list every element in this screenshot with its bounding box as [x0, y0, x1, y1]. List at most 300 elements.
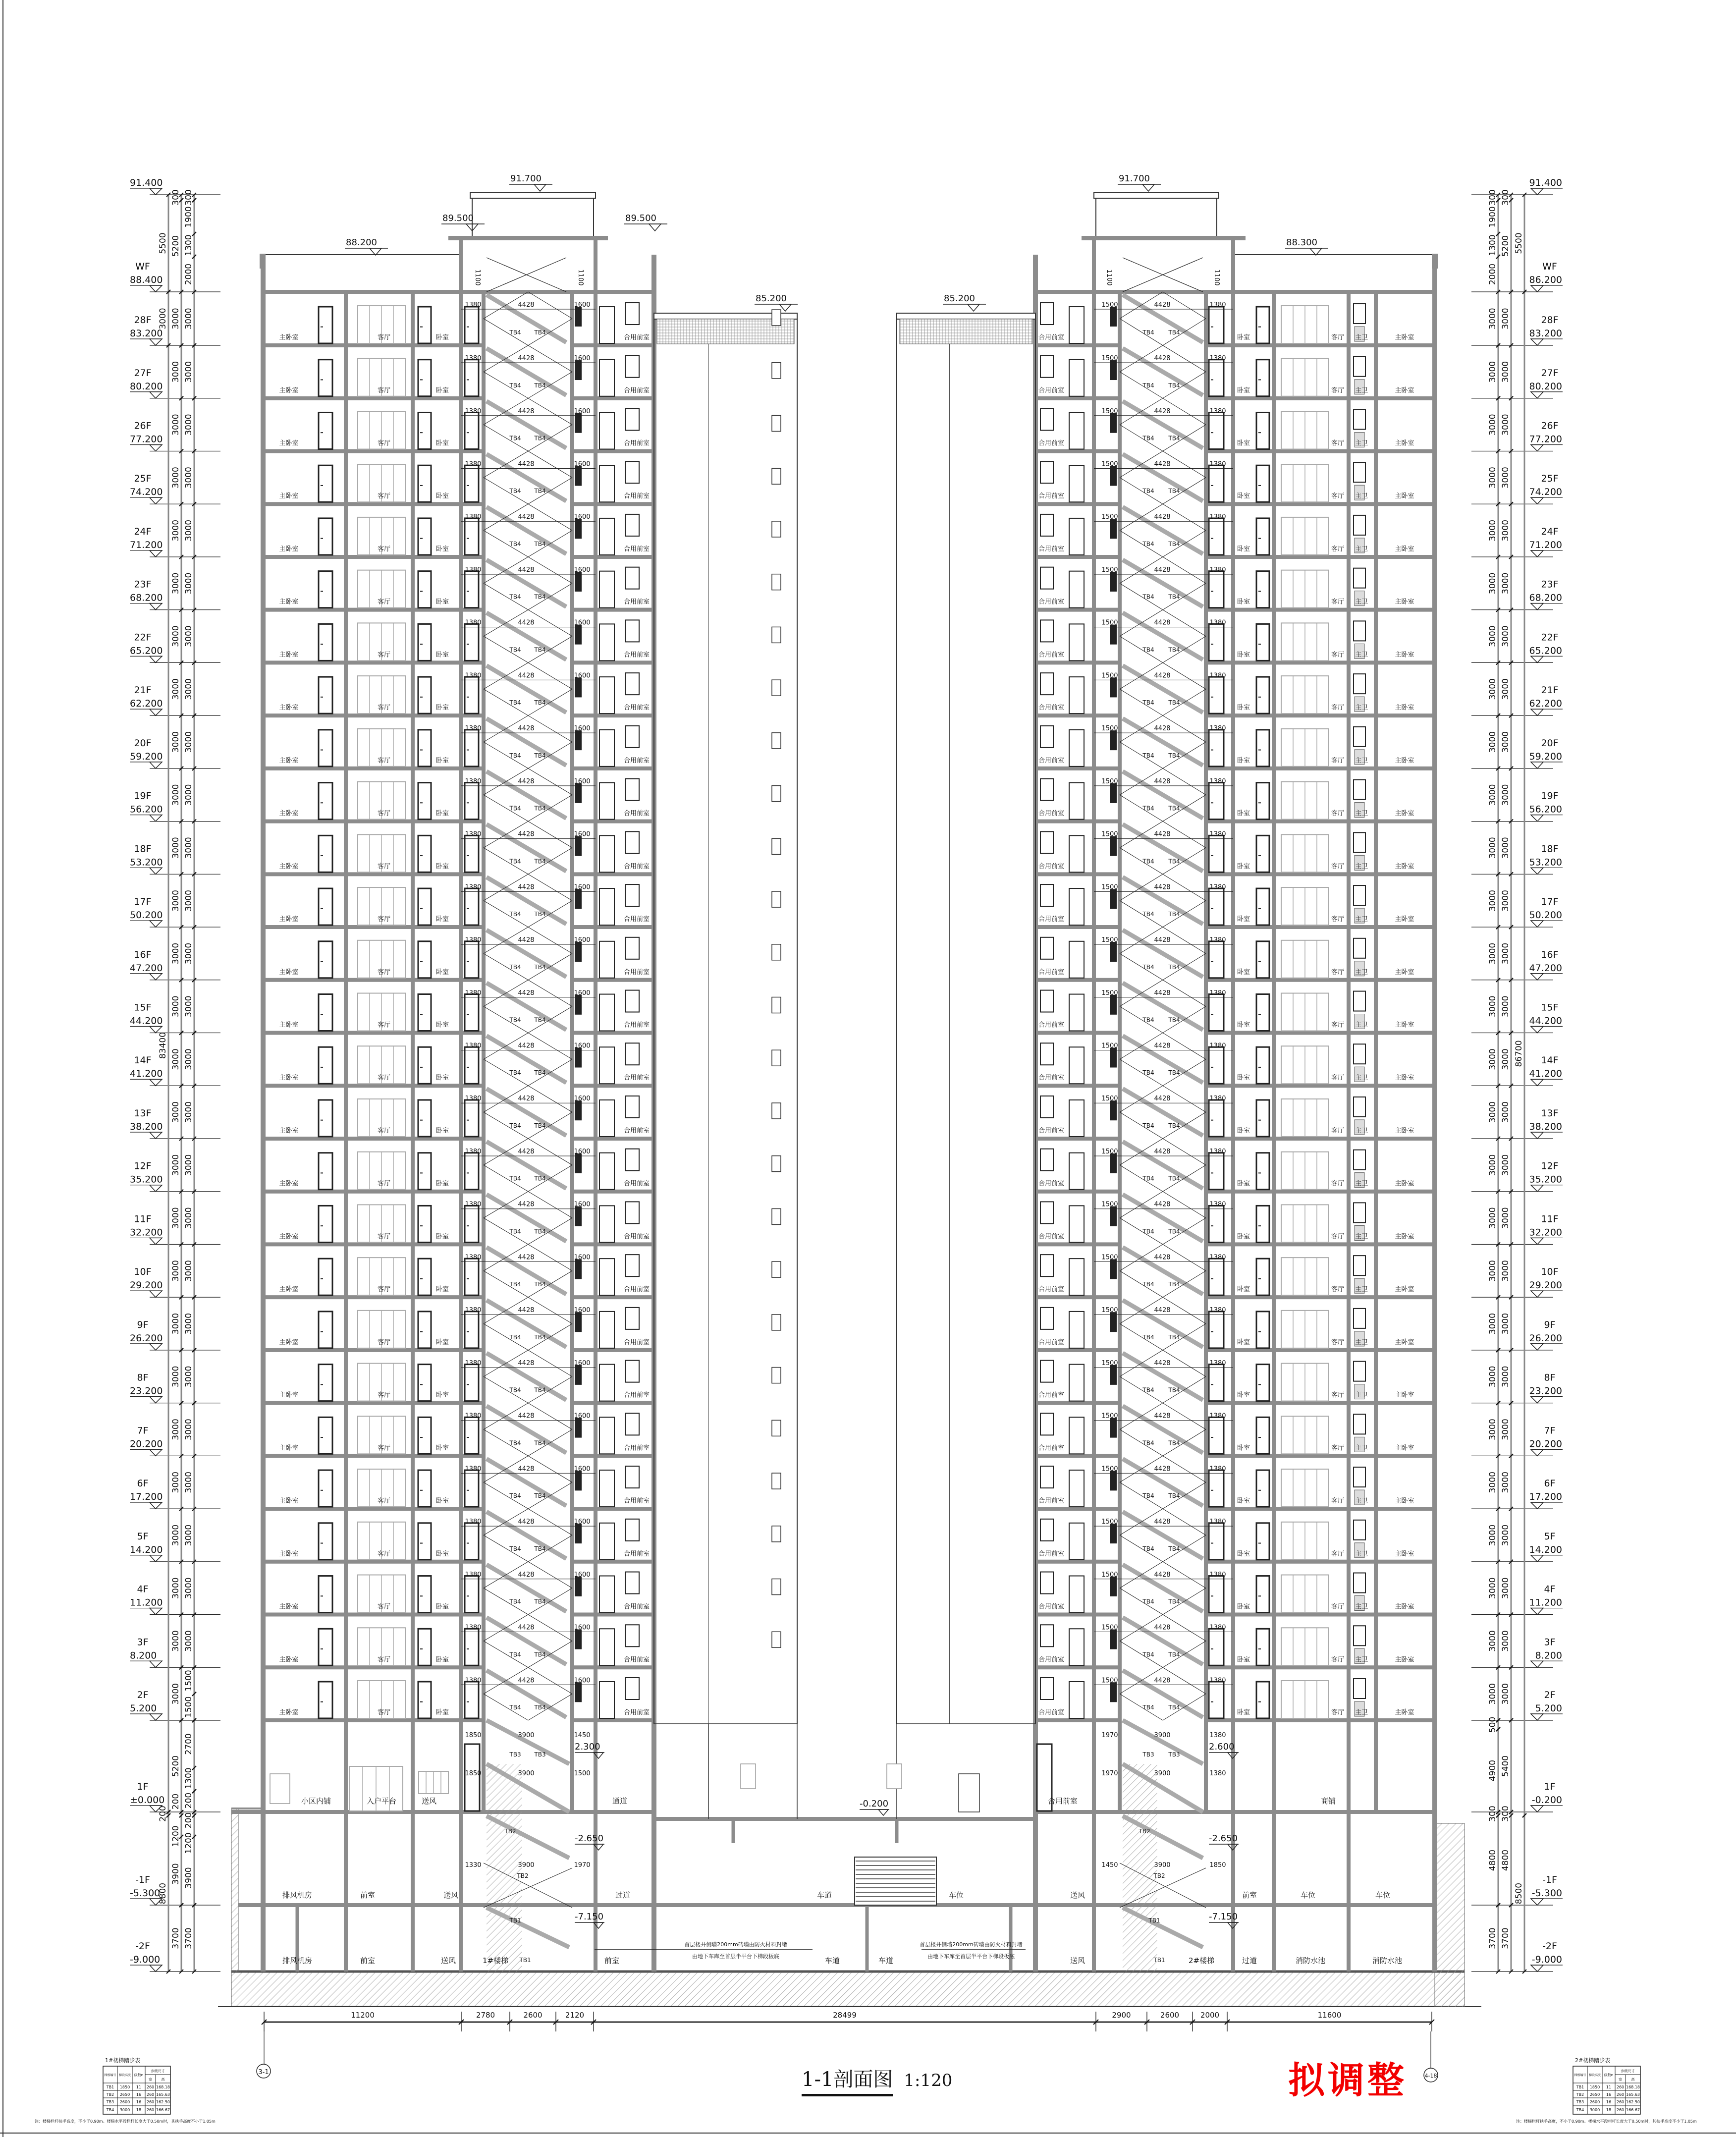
foundation-slab — [231, 1972, 1465, 2006]
room-label: 合用前室 — [1038, 493, 1065, 500]
door — [319, 518, 332, 555]
level-triangle — [1531, 1185, 1543, 1192]
door — [319, 412, 332, 449]
stair-landing-level: -2.650 — [575, 1833, 604, 1844]
table-cell: TB3 — [1576, 2100, 1584, 2104]
door — [418, 1629, 431, 1665]
stair-grille — [575, 519, 582, 539]
room-label: 主卧室 — [1395, 1603, 1414, 1611]
room-label: 客厅 — [1331, 1497, 1345, 1505]
stair-dim: 4428 — [1154, 1518, 1171, 1526]
axis-bubble-label: 4-18 — [1424, 2073, 1437, 2079]
level-triangle — [150, 1344, 162, 1350]
stair-rail — [1120, 478, 1163, 504]
door — [418, 1523, 431, 1560]
door — [1209, 1629, 1224, 1665]
stair-dim: 1600 — [574, 1465, 591, 1473]
stair-dim: 4428 — [1154, 830, 1171, 838]
stair-rail — [528, 1509, 572, 1535]
floor-name: 11F — [134, 1213, 152, 1225]
stair-dim: 1380 — [1209, 1148, 1226, 1155]
dimension-text: 3000 — [171, 731, 181, 753]
room-label: 卧室 — [1237, 1286, 1250, 1294]
floor-name: 9F — [1544, 1319, 1556, 1330]
stair-dim: 1380 — [1209, 936, 1226, 944]
door — [465, 1100, 479, 1137]
room-label: 客厅 — [1331, 1444, 1345, 1452]
stair-grille — [1110, 1471, 1117, 1490]
door — [465, 1523, 479, 1560]
dimension-text: 8500 — [1514, 1882, 1524, 1905]
door — [1256, 835, 1269, 872]
stair-grille — [1110, 1682, 1117, 1702]
door — [1256, 941, 1269, 978]
door — [465, 360, 479, 396]
window — [625, 990, 639, 1012]
stair-dim: 1380 — [1209, 1412, 1226, 1420]
level-elevation: 68.200 — [1529, 592, 1562, 603]
table-cell: 260 — [1616, 2085, 1625, 2089]
room-label: 客厅 — [377, 1656, 391, 1664]
stair-rail — [484, 1694, 528, 1720]
stair-dim: 1450 — [574, 1732, 591, 1739]
door — [1256, 571, 1269, 608]
room-label: 合用前室 — [623, 1233, 650, 1241]
arched-window — [1354, 1150, 1365, 1170]
room-label: 客厅 — [377, 704, 391, 712]
room-label: 合用前室 — [623, 968, 650, 976]
stair-dim: 1380 — [1209, 1042, 1226, 1050]
room-label: 主卧室 — [279, 386, 299, 394]
window — [625, 303, 639, 325]
window — [1040, 726, 1053, 748]
dimension-text: 3000 — [184, 1419, 194, 1440]
dimension-text: 3000 — [1501, 625, 1511, 647]
rail-height-dim: 1100 — [474, 269, 481, 286]
room-label: 主卧室 — [279, 916, 299, 924]
stair-dim: 1600 — [574, 725, 591, 733]
dimension-text: 1500 — [184, 1670, 194, 1692]
stair-flight-label: TB4 — [1142, 1228, 1154, 1235]
floor-name: 21F — [1541, 685, 1559, 696]
stair-dim: 4428 — [1154, 672, 1171, 680]
door — [1256, 1523, 1269, 1560]
stair-dim: 1600 — [574, 355, 591, 363]
double-door — [599, 1259, 614, 1295]
dimension-text: 3000 — [1488, 1683, 1498, 1705]
stair-dim: 1600 — [574, 1201, 591, 1208]
stair-dim: 4428 — [1154, 407, 1171, 415]
arched-window — [1354, 1414, 1365, 1434]
stair-flight-label: TB4 — [1142, 1651, 1154, 1658]
stair-landing-level: -7.150 — [1209, 1912, 1238, 1922]
door — [1256, 1576, 1269, 1613]
level-elevation: 35.200 — [130, 1174, 163, 1185]
dimension-text: 86700 — [1514, 1040, 1524, 1067]
stair-table-title: 1#楼梯踏步表 — [105, 2057, 141, 2064]
stair-dim: 4428 — [1154, 1201, 1171, 1208]
stair-rail — [1120, 1588, 1163, 1614]
stair-grille — [1110, 360, 1117, 380]
level-elevation: 5.200 — [130, 1703, 157, 1714]
floor-name: 26F — [1541, 420, 1559, 432]
stair-rail — [1120, 319, 1163, 345]
door — [465, 412, 479, 449]
arched-window — [1354, 1203, 1365, 1222]
stair-rail — [528, 1192, 572, 1218]
arched-window — [1354, 885, 1365, 905]
stair-grille — [1110, 1312, 1117, 1332]
stair-dim: 4428 — [1154, 1095, 1171, 1103]
stair-grille — [575, 730, 582, 750]
level-elevation: 56.200 — [130, 804, 163, 815]
room-label: 客厅 — [377, 545, 391, 553]
room-label: 卧室 — [1237, 1656, 1250, 1664]
level-elevation: 17.200 — [130, 1491, 163, 1503]
double-door — [1069, 465, 1084, 502]
door — [319, 783, 332, 820]
stair-dim: 1500 — [1101, 1307, 1118, 1315]
stair-dim: 4428 — [1154, 883, 1171, 891]
stair-flight-label: TB4 — [534, 329, 546, 336]
double-door — [1069, 518, 1084, 555]
stair-flight-label: TB4 — [509, 1228, 521, 1235]
door — [1209, 1100, 1224, 1137]
stair-dim: 1380 — [1209, 566, 1226, 574]
stair-dim: 1380 — [1209, 1307, 1226, 1315]
stair-flight-label: TB4 — [1142, 858, 1154, 865]
table-cell: 1850 — [1589, 2085, 1600, 2089]
room-label: 客厅 — [377, 1497, 391, 1505]
room-label: 主卧室 — [1395, 968, 1414, 976]
level-elevation: 53.200 — [1529, 857, 1562, 868]
stair-flight-label: TB4 — [534, 911, 546, 918]
stair-dim: 4428 — [518, 301, 535, 309]
dimension-text: 5200 — [171, 235, 181, 257]
stair-dim: 1600 — [574, 1359, 591, 1367]
level-elevation: -0.200 — [1531, 1795, 1562, 1806]
room-label: 合用前室 — [1038, 757, 1065, 765]
stair-flight-label: TB4 — [534, 593, 546, 601]
stair-dim: 4428 — [518, 1148, 535, 1155]
stair-flight-label: TB4 — [1142, 911, 1154, 918]
dimension-text: 3000 — [1488, 995, 1498, 1017]
stair-dim: 1380 — [1209, 619, 1226, 627]
elevation-label: 89.500 — [625, 213, 656, 223]
stair-rail — [1120, 795, 1163, 821]
stair-dim: 4428 — [1154, 1412, 1171, 1420]
door — [1209, 1312, 1224, 1348]
double-door — [1069, 1470, 1084, 1507]
window — [625, 514, 639, 536]
level-elevation: 74.200 — [130, 487, 163, 498]
table-cell: 11 — [136, 2085, 142, 2089]
stair-flight-label: TB4 — [1168, 646, 1180, 654]
floor-name: 7F — [137, 1425, 149, 1436]
door — [1256, 1682, 1269, 1718]
stair-rail — [528, 292, 572, 319]
stair-dim: 4428 — [1154, 1254, 1171, 1261]
room-label: 主卧室 — [279, 1656, 299, 1664]
annex-window — [772, 1368, 781, 1383]
double-door — [599, 307, 614, 343]
level-elevation: 77.200 — [1529, 434, 1562, 445]
dimension-text: 1900 — [1488, 206, 1498, 228]
stair-dim: 1500 — [1101, 301, 1118, 309]
dimension-text: 3000 — [1488, 625, 1498, 647]
stair-dim: 1330 — [465, 1862, 482, 1869]
elevation-label: 91.700 — [1119, 173, 1150, 184]
stair-rail — [528, 1297, 572, 1323]
room-label: 主卫 — [1355, 1127, 1368, 1135]
level-elevation: 62.200 — [1529, 698, 1562, 710]
room-label: 卧室 — [435, 863, 449, 871]
floor-name: 2F — [1544, 1690, 1556, 1700]
dimension-text: 83400 — [158, 1032, 168, 1059]
double-door — [1069, 307, 1084, 343]
room-label: 合用前室 — [623, 386, 650, 394]
door — [418, 571, 431, 608]
door — [319, 571, 332, 608]
stair-flight-label: TB3 — [1142, 1751, 1154, 1758]
room-label: 客厅 — [1331, 1656, 1345, 1664]
stair-grille — [1110, 307, 1117, 327]
room-label: 主卧室 — [279, 1021, 299, 1029]
double-door — [599, 1205, 614, 1242]
dimension-text: 3000 — [1501, 467, 1511, 489]
table-cell: TB1 — [1576, 2085, 1584, 2089]
floor-name: 23F — [134, 579, 152, 590]
stair-void-hatch — [487, 1764, 522, 1972]
basement-room-label: 排风机房 — [282, 1956, 313, 1965]
door — [1209, 994, 1224, 1031]
room-label: 卧室 — [1237, 1444, 1250, 1452]
door — [1209, 624, 1224, 660]
double-door — [599, 412, 614, 449]
stair-flight-label: TB4 — [1168, 593, 1180, 601]
dimension-text: 1300 — [1488, 234, 1498, 256]
basement-room-label: 前室 — [360, 1956, 376, 1965]
table-header: 梯段高度 — [1588, 2074, 1601, 2077]
door — [1209, 730, 1224, 767]
dimension-text: 3000 — [1488, 1101, 1498, 1123]
stair-dim: 1600 — [574, 513, 591, 521]
dimension-text: 2000 — [184, 263, 194, 285]
room-label: 卧室 — [1237, 704, 1250, 712]
stair-dim: 1380 — [465, 830, 482, 838]
stair-flight-label: TB4 — [1142, 1016, 1154, 1024]
room-label: 合用前室 — [623, 1286, 650, 1294]
room-label: 卧室 — [1237, 1391, 1250, 1399]
stair-rail — [1120, 1694, 1163, 1720]
level-elevation: -5.300 — [130, 1888, 161, 1899]
stair-rail — [1120, 636, 1163, 662]
stair-flight-label: TB4 — [1142, 1122, 1154, 1129]
bottom-dimension-text: 2120 — [565, 2011, 585, 2020]
stair-dim: 1380 — [465, 1254, 482, 1261]
room-label: 主卫 — [1355, 1603, 1368, 1611]
table-cell: 11 — [1606, 2085, 1612, 2089]
stair-flight-label: TB4 — [1142, 1598, 1154, 1605]
room-label: 主卧室 — [279, 810, 299, 818]
room-label: 主卫 — [1355, 598, 1368, 606]
stair-dim: 1500 — [1101, 830, 1118, 838]
arched-window — [1354, 1679, 1365, 1699]
table-header: 宽 — [1619, 2078, 1622, 2082]
dimension-text: 200 — [184, 1792, 194, 1809]
door — [1256, 1629, 1269, 1665]
stair-flight-label: TB4 — [534, 963, 546, 971]
stair-dim: 1600 — [574, 777, 591, 785]
floor-name: 5F — [1544, 1531, 1556, 1542]
stair-rail — [1120, 425, 1163, 451]
door — [319, 1470, 332, 1507]
dimension-text: 1900 — [184, 206, 194, 228]
double-door — [599, 571, 614, 608]
right-retaining-wall — [1435, 1823, 1465, 2007]
level-triangle — [1531, 1965, 1543, 1972]
stair-flight-label: TB4 — [1142, 488, 1154, 495]
door — [465, 571, 479, 608]
stair-dim: 1380 — [1209, 1201, 1226, 1208]
window — [625, 408, 639, 430]
table-cell: 16 — [1606, 2092, 1612, 2097]
stair-flight — [487, 1720, 569, 1764]
room-label: 客厅 — [377, 1021, 391, 1029]
level-triangle — [150, 1185, 162, 1192]
double-door — [1069, 1100, 1084, 1137]
room-label: 合用前室 — [1038, 1497, 1065, 1505]
annex-window — [772, 1579, 781, 1595]
dimension-text: 3000 — [1488, 1048, 1498, 1070]
room-label: 合用前室 — [1038, 863, 1065, 871]
stair-dim: 1850 — [465, 1732, 482, 1739]
level-triangle — [1531, 444, 1543, 451]
room-label: 合用前室 — [623, 1709, 650, 1716]
floor-name: 12F — [134, 1160, 152, 1172]
level-triangle — [150, 285, 162, 292]
double-door — [599, 1417, 614, 1454]
dimension-text: 3000 — [184, 572, 194, 594]
stair-rail — [1120, 742, 1163, 768]
level-triangle — [150, 1238, 162, 1244]
stair-dim: 1500 — [1101, 1412, 1118, 1420]
floor-name: 13F — [1541, 1107, 1559, 1119]
stair-flight-label: TB4 — [1142, 1545, 1154, 1552]
room-label: 卧室 — [1237, 916, 1250, 924]
dimension-text: 3000 — [1488, 1313, 1498, 1335]
stair-dim: 1500 — [1101, 725, 1118, 733]
dimension-text: 3000 — [1501, 784, 1511, 806]
basement-note: 首层楼井侧墙200mm砖墙由防火材料封堵 — [684, 1941, 787, 1948]
annex-door — [741, 1764, 756, 1789]
floor-name: 28F — [1541, 315, 1559, 326]
level-triangle — [1531, 497, 1543, 504]
stair-rail — [484, 1165, 528, 1191]
stair-grille — [575, 1206, 582, 1226]
dimension-text: 3000 — [1488, 308, 1498, 329]
door — [319, 465, 332, 502]
door — [1256, 1470, 1269, 1507]
room-label: 卧室 — [1237, 863, 1250, 871]
table-cell: 2600 — [1589, 2100, 1600, 2104]
stair-flight-label: TB4 — [509, 593, 521, 601]
level-triangle — [150, 1608, 162, 1615]
stair-table-note: 注：楼梯栏杆扶手高度，不小于0.90m。楼梯水平段栏杆长度大于0.50m时，其扶手高度不小于1.05m — [1516, 2119, 1697, 2124]
room-label: 合用前室 — [623, 1497, 650, 1505]
annex-double-door — [959, 1774, 979, 1812]
dimension-text: 3000 — [1488, 361, 1498, 383]
stair-flight-label: TB2 — [1153, 1872, 1165, 1879]
room-label: 主卫 — [1355, 545, 1368, 553]
stair-grille — [575, 572, 582, 592]
door — [465, 518, 479, 555]
door — [465, 1153, 479, 1190]
basement-room-label: 车道 — [878, 1956, 894, 1965]
room-label: 主卫 — [1355, 651, 1368, 659]
dimension-text: 3000 — [1488, 1207, 1498, 1229]
dimension-text: 3900 — [171, 1863, 181, 1885]
room-label: 主卧室 — [1395, 916, 1414, 924]
dimension-text: 3000 — [171, 784, 181, 806]
stair-flight-label: TB4 — [509, 1281, 521, 1288]
floor-name: 14F — [134, 1055, 152, 1066]
dimension-text: 3000 — [1488, 1472, 1498, 1493]
room-label: 卧室 — [1237, 1709, 1250, 1716]
room-label: 主卧室 — [1395, 704, 1414, 712]
level-triangle — [1531, 656, 1543, 662]
stair-dim: 4428 — [518, 777, 535, 785]
level-elevation: 14.200 — [1529, 1544, 1562, 1555]
window — [625, 1572, 639, 1594]
stair-dim: 4428 — [518, 830, 535, 838]
stair-flight-label: TB4 — [1142, 752, 1154, 759]
basement-room-label: 过道 — [1242, 1956, 1257, 1965]
floor-name: 24F — [134, 526, 152, 537]
stair-grille — [575, 783, 582, 803]
level-elevation: 41.200 — [130, 1068, 163, 1080]
level-triangle — [1531, 1899, 1543, 1905]
stair-dim: 1380 — [465, 355, 482, 363]
room-label: 合用前室 — [1038, 1603, 1065, 1611]
stair-dim: 1380 — [1209, 1732, 1226, 1739]
dimension-text: 3000 — [1501, 1048, 1511, 1070]
door — [418, 1417, 431, 1454]
stair-dim: 1380 — [1209, 672, 1226, 680]
core-roof-slab — [448, 236, 608, 240]
stair-grille — [575, 1365, 582, 1385]
floor-name: 23F — [1541, 579, 1559, 590]
door — [319, 1259, 332, 1295]
stair-flight-label: TB4 — [534, 1704, 546, 1711]
arched-window — [1354, 1044, 1365, 1064]
room-label: 卧室 — [1237, 757, 1250, 765]
basement-note: 由地下车库至首层半平台下梯段板底 — [927, 1953, 1015, 1960]
level-triangle — [150, 1449, 162, 1456]
room-label: 合用前室 — [1038, 1656, 1065, 1664]
stair-flight-label: TB4 — [1168, 1492, 1180, 1500]
door — [465, 677, 479, 713]
floor-name: 2F — [137, 1690, 149, 1700]
level-triangle — [150, 656, 162, 662]
door — [465, 1259, 479, 1295]
door — [1209, 677, 1224, 713]
door — [465, 1312, 479, 1348]
stair-grille — [1110, 1365, 1117, 1385]
dimension-text: 3000 — [184, 1524, 194, 1546]
drawing-scale: 1:120 — [904, 2071, 953, 2090]
door — [465, 465, 479, 502]
